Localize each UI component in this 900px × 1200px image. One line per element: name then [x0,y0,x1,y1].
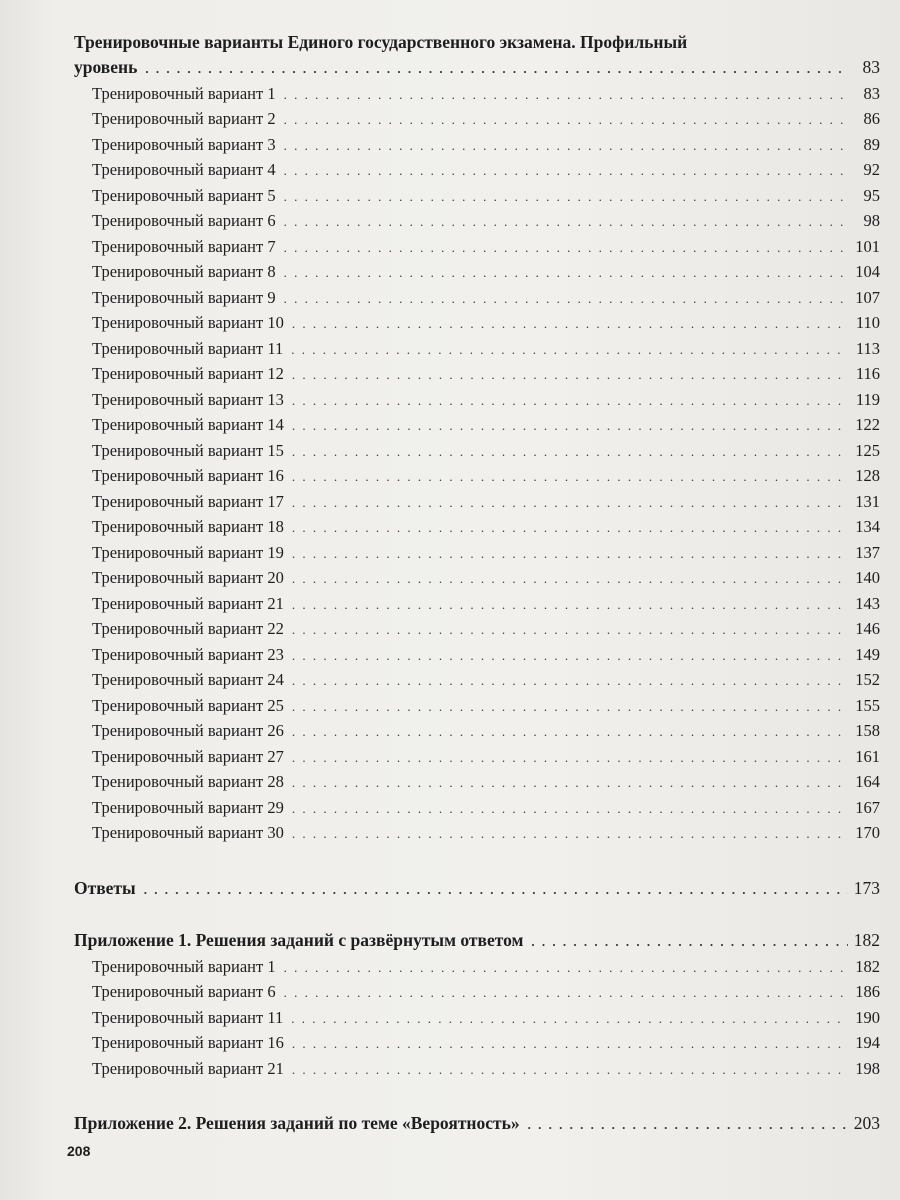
leader-dots [292,796,848,822]
item-label: Тренировочный вариант 27 [92,746,284,766]
toc-item[interactable] [74,336,880,362]
page-ref: 203 [853,1113,880,1133]
page-ref: 110 [855,313,880,332]
leader-dots [284,980,848,1006]
page-ref: 125 [855,440,880,460]
page-ref: 113 [855,338,880,358]
page-ref: 186 [855,982,880,1001]
item-label: Тренировочный вариант 6 [92,982,276,1001]
page-ref: 92 [863,160,880,179]
item-label: Тренировочный вариант 24 [92,670,284,689]
leader-dots [284,286,848,312]
page-ref: 149 [855,644,880,664]
leader-dots [292,439,848,465]
page-ref: 143 [855,593,880,613]
toc-item[interactable] [74,744,880,770]
page-ref: 164 [855,772,880,791]
toc-item[interactable] [74,565,880,591]
toc-item[interactable] [74,285,880,311]
item-label: Тренировочный вариант 18 [92,517,284,536]
page-ref: 190 [855,1007,880,1027]
toc-item[interactable] [74,769,880,795]
item-label: Тренировочный вариант 1 [92,956,276,976]
page-ref: 182 [855,956,880,976]
page-ref: 158 [855,721,880,740]
page-ref: 119 [855,389,880,409]
item-label: Тренировочный вариант 16 [92,1033,284,1052]
toc-section-entry[interactable] [74,55,880,81]
toc-item[interactable] [74,514,880,540]
item-label: Тренировочный вариант 21 [92,1058,284,1078]
page-ref: 131 [855,491,880,511]
toc-item[interactable] [74,642,880,668]
page-ref: 104 [855,262,880,281]
section-title: Приложение 2. Решения заданий по теме «Вероятность» [74,1113,520,1133]
toc-item[interactable] [74,387,880,413]
page-ref: 107 [855,287,880,307]
item-label: Тренировочный вариант 12 [92,364,284,383]
leader-dots [291,1006,848,1032]
page-ref: 116 [855,364,880,383]
page-ref: 83 [862,57,880,77]
leader-dots [292,566,848,592]
section-title: уровень [74,57,138,77]
leader-dots [292,490,848,516]
page-ref: 173 [853,877,880,898]
leader-dots [292,1031,848,1057]
toc-item[interactable] [74,208,880,234]
leader-dots [292,413,848,439]
item-label: Тренировочный вариант 25 [92,695,284,715]
page-ref: 128 [855,466,880,485]
section-items [74,81,880,846]
item-label: Тренировочный вариант 20 [92,568,284,587]
page-ref: 98 [863,211,880,230]
section-title-line: Тренировочные варианты Единого государственного экзамена. Профильный [74,32,688,52]
leader-dots [292,464,848,490]
item-label: Тренировочный вариант 17 [92,491,284,511]
page-ref: 152 [855,670,880,689]
leader-dots [144,877,848,903]
toc-section-entry[interactable] [74,876,880,902]
leader-dots [284,260,848,286]
leader-dots [291,337,848,363]
item-label: Тренировочный вариант 14 [92,415,284,434]
toc-item[interactable] [74,489,880,515]
item-label: Тренировочный вариант 21 [92,593,284,613]
leader-dots [284,209,848,235]
toc-item[interactable] [74,438,880,464]
toc-item[interactable] [74,234,880,260]
leader-dots [292,745,848,771]
toc-item[interactable] [74,979,880,1005]
item-label: Тренировочный вариант 19 [92,542,284,562]
toc-section-entry[interactable] [74,928,880,954]
item-label: Тренировочный вариант 11 [92,1007,284,1027]
leader-dots [292,1057,848,1083]
item-label: Тренировочный вариант 4 [92,160,276,179]
toc-item[interactable] [74,157,880,183]
item-label: Тренировочный вариант 10 [92,313,284,332]
leader-dots [528,1112,848,1138]
page-ref: 194 [855,1033,880,1052]
leader-dots [292,643,848,669]
page-ref: 161 [855,746,880,766]
page-ref: 167 [855,797,880,817]
leader-dots [292,770,848,796]
toc-item[interactable] [74,463,880,489]
page-ref: 182 [853,930,880,950]
toc-item[interactable] [74,106,880,132]
page-ref: 83 [863,83,880,103]
item-label: Тренировочный вариант 11 [92,338,284,358]
toc-item[interactable] [74,1056,880,1082]
page-ref: 95 [863,185,880,205]
leader-dots [292,515,848,541]
section-title: Ответы [74,877,136,898]
toc-item[interactable] [74,132,880,158]
leader-dots [292,617,848,643]
item-label: Тренировочный вариант 30 [92,823,284,842]
toc-item[interactable] [74,412,880,438]
toc-item[interactable] [74,1030,880,1056]
leader-dots [284,133,848,159]
toc-item[interactable] [74,183,880,209]
item-label: Тренировочный вариант 13 [92,389,284,409]
toc-item[interactable] [74,616,880,642]
leader-dots [284,158,848,184]
leader-dots [531,929,847,955]
item-label: Тренировочный вариант 2 [92,109,276,128]
item-label: Тренировочный вариант 8 [92,262,276,281]
toc-item[interactable] [74,693,880,719]
leader-dots [292,719,848,745]
leader-dots [284,955,848,981]
toc-item[interactable] [74,667,880,693]
item-label: Тренировочный вариант 26 [92,721,284,740]
toc-item[interactable] [74,81,880,107]
leader-dots [292,694,848,720]
toc-item[interactable] [74,259,880,285]
item-label: Тренировочный вариант 15 [92,440,284,460]
item-label: Тренировочный вариант 3 [92,134,276,154]
page-ref: 170 [855,823,880,842]
page-ref: 89 [863,134,880,154]
page-ref: 140 [855,568,880,587]
leader-dots [145,56,848,82]
toc-section-entry[interactable] [74,1111,880,1137]
section-title: Приложение 1. Решения заданий с развёрнутым ответом [74,930,524,950]
toc-item[interactable] [74,954,880,980]
item-label: Тренировочный вариант 9 [92,287,276,307]
page-ref: 86 [863,109,880,128]
item-label: Тренировочный вариант 1 [92,83,276,103]
leader-dots [292,388,848,414]
leader-dots [292,311,848,337]
page-ref: 198 [855,1058,880,1078]
toc-item[interactable] [74,1005,880,1031]
table-of-contents [74,30,880,1137]
leader-dots [292,362,848,388]
toc-item[interactable] [74,795,880,821]
item-label: Тренировочный вариант 6 [92,211,276,230]
leader-dots [284,235,848,261]
item-label: Тренировочный вариант 28 [92,772,284,791]
item-label: Тренировочный вариант 22 [92,619,284,638]
toc-item[interactable] [74,540,880,566]
leader-dots [292,541,848,567]
leader-dots [284,107,848,133]
leader-dots [284,184,848,210]
toc-item[interactable] [74,591,880,617]
item-label: Тренировочный вариант 5 [92,185,276,205]
item-label: Тренировочный вариант 23 [92,644,284,664]
leader-dots [292,592,848,618]
page-ref: 146 [855,619,880,638]
page-ref: 155 [855,695,880,715]
toc-item[interactable] [74,361,880,387]
toc-item[interactable] [74,718,880,744]
leader-dots [292,821,848,847]
leader-dots [284,82,848,108]
section-items [74,954,880,1082]
item-label: Тренировочный вариант 16 [92,466,284,485]
toc-item[interactable] [74,310,880,336]
page-ref: 134 [855,517,880,536]
page-ref: 137 [855,542,880,562]
page-ref: 122 [855,415,880,434]
page-number: 208 [67,1143,91,1159]
item-label: Тренировочный вариант 7 [92,236,276,256]
leader-dots [292,668,848,694]
page-ref: 101 [855,236,880,256]
toc-item[interactable] [74,820,880,846]
item-label: Тренировочный вариант 29 [92,797,284,817]
